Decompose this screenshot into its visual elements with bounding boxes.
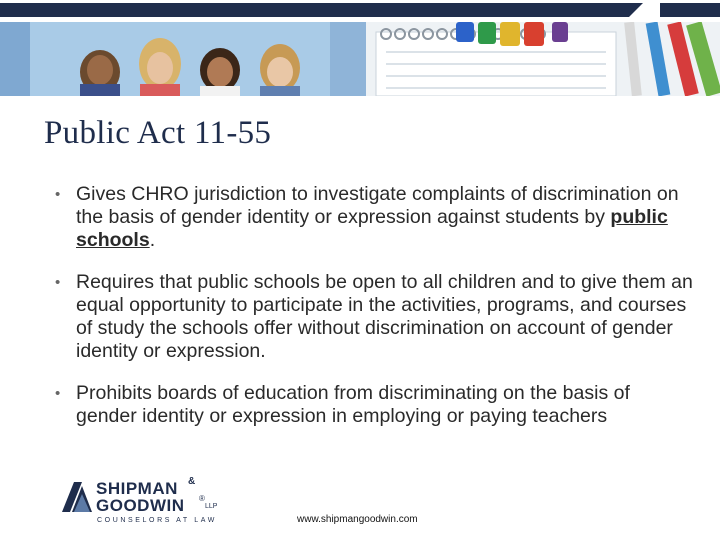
slide-title: Public Act 11-55 [44,115,272,151]
bullet-item [55,382,695,428]
logo-registered-mark: ® [199,494,205,503]
bullet-item [55,271,695,363]
logo-ampersand: & [188,476,196,487]
students-photo-illustration [0,22,366,96]
header-photo-strip [0,22,720,96]
bullet-dot-icon: • [55,186,61,203]
students-photo [0,22,366,96]
bullet-text: Prohibits boards of education from discriminating on the basis of gender identity or expression in employing or paying teachers [76,382,630,427]
banner-navy-segment [0,3,650,17]
bullet-emphasis-text: public schools [76,206,668,251]
bullet-dot-icon: • [55,385,61,402]
logo-llp: LLP [205,503,218,510]
school-supplies-photo [366,22,720,96]
bullet-item [55,183,695,252]
logo-wordmark-line1: SHIPMAN [96,479,178,498]
school-supplies-illustration [366,22,720,96]
bullet-text-end: . [149,229,156,251]
top-banner-bar [0,0,720,22]
logo-wordmark-line2: GOODWIN [96,496,185,515]
bullet-text: Requires that public schools be open to all children and to give them an equal opportunity to participate in the activities, programs, and courses of study the schools offer without discrimination on account of gender identity or expression. [76,271,693,362]
bullet-list [55,183,695,447]
logo-tagline: COUNSELORS AT LAW [97,517,217,524]
bullet-dot-icon: • [55,274,61,291]
banner-navy-segment-right [660,3,720,17]
bullet-text: Gives CHRO jurisdiction to investigate complaints of discrimination on the basis of gender identity or expression against students by [76,183,679,228]
footer-website: www.shipmangoodwin.com [297,514,418,525]
